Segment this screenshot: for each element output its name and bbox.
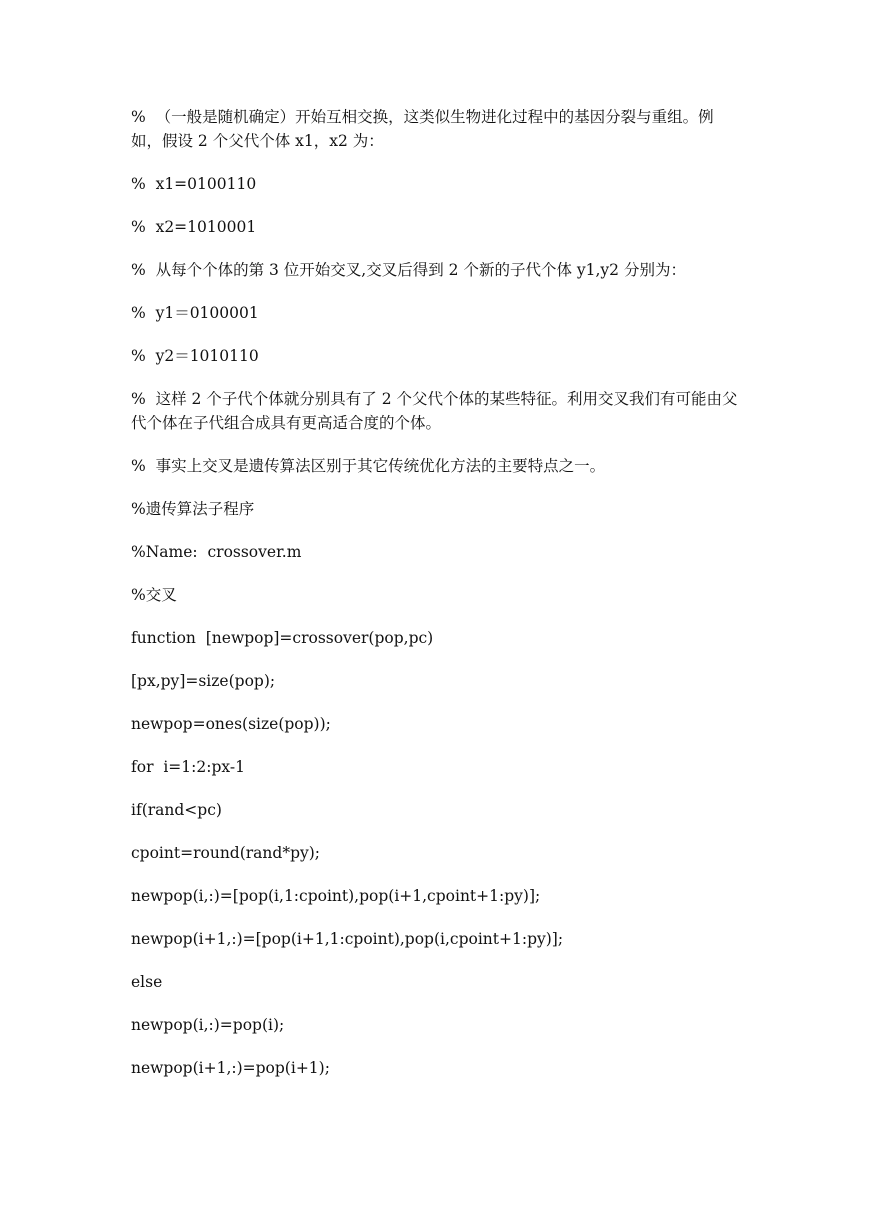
code-for-loop: for i=1:2:px-1 xyxy=(131,758,245,776)
code-newpop-i1-copy: newpop(i+1,:)=pop(i+1); xyxy=(131,1059,330,1077)
code-else: else xyxy=(131,973,163,991)
code-newpop-i1-crossover: newpop(i+1,:)=[pop(i+1,1:cpoint),pop(i,cpoint+1:py)]; xyxy=(131,930,564,948)
document-page xyxy=(131,105,741,1099)
comment-x1: % x1=0100110 xyxy=(131,175,257,193)
code-newpop-init: newpop=ones(size(pop)); xyxy=(131,715,331,733)
comment-filename: %Name: crossover.m xyxy=(131,543,302,561)
code-if-condition: if(rand<pc) xyxy=(131,801,222,819)
comment-crossover-intro: % （一般是随机确定）开始互相交换，这类似生物进化过程中的基因分裂与重组。例如，假设 2 个父代个体 x1，x2 为： xyxy=(131,108,714,150)
code-newpop-i-crossover: newpop(i,:)=[pop(i,1:cpoint),pop(i+1,cpoint+1:py)]; xyxy=(131,887,541,905)
code-cpoint: cpoint=round(rand*py); xyxy=(131,844,321,862)
code-function-signature: function [newpop]=crossover(pop,pc) xyxy=(131,629,434,647)
comment-y2: % y2＝1010110 xyxy=(131,347,259,365)
comment-subroutine: %遗传算法子程序 xyxy=(131,500,255,518)
comment-key-feature: % 事实上交叉是遗传算法区别于其它传统优化方法的主要特点之一。 xyxy=(131,457,606,475)
code-size-assignment: [px,py]=size(pop); xyxy=(131,672,276,690)
comment-x2: % x2=1010001 xyxy=(131,218,257,236)
code-newpop-i-copy: newpop(i,:)=pop(i); xyxy=(131,1016,285,1034)
comment-crossover-position: % 从每个个体的第 3 位开始交叉,交叉后得到 2 个新的子代个体 y1,y2 分别为： xyxy=(131,261,686,279)
comment-y1: % y1＝0100001 xyxy=(131,304,259,322)
comment-crossover-label: %交叉 xyxy=(131,586,177,604)
comment-offspring-traits: % 这样 2 个子代个体就分别具有了 2 个父代个体的某些特征。利用交叉我们有可能由父代个体在子代组合成具有更高适合度的个体。 xyxy=(131,390,738,432)
